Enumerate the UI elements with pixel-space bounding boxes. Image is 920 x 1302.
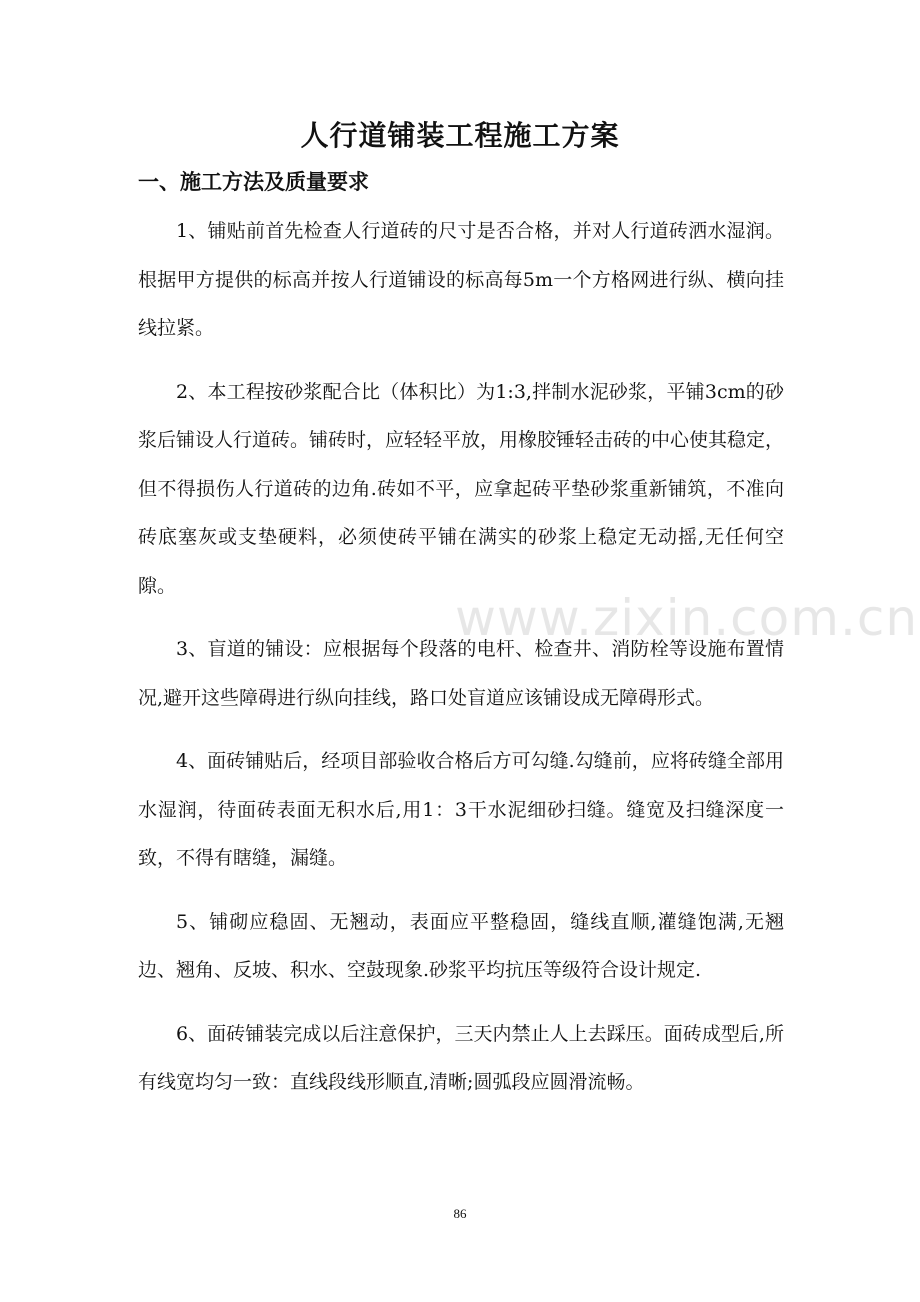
paragraph-3: 3、盲道的铺设：应根据每个段落的电杆、检查井、消防栓等设施布置情况,避开这些障碍进行纵向挂线，路口处盲道应该铺设成无障碍形式。 <box>138 638 784 709</box>
paragraph-2: 2、本工程按砂浆配合比（体积比）为1:3,拌制水泥砂浆，平铺3cm的砂浆后铺设人行道砖。铺砖时，应轻轻平放，用橡胶锤轻击砖的中心使其稳定，但不得损伤人行道砖的边角.砖如不平，应拿起砖平垫砂浆重新铺筑，不准向砖底塞灰或支垫硬料，必须使砖平铺在满实的砂浆上稳定无动摇,无任何空隙。 <box>138 380 785 597</box>
watermark: www.zixin.com.cn <box>455 589 919 647</box>
paragraph-5: 5、铺砌应稳固、无翘动，表面应平整稳固，缝线直顺,灌缝饱满,无翘边、翘角、反坡、积水、空鼓现象.砂浆平均抗压等级符合设计规定. <box>138 910 784 981</box>
section-heading: 一、施工方法及质量要求 <box>138 170 369 194</box>
paragraph-1: 1、铺贴前首先检查人行道砖的尺寸是否合格，并对人行道砖洒水湿润。根据甲方提供的标高并按人行道铺设的标高每5m一个方格网进行纵、横向挂线拉紧。 <box>138 220 784 339</box>
body-text <box>138 207 919 1122</box>
paragraph-6: 6、面砖铺装完成以后注意保护，三天内禁止人上去踩压。面砖成型后,所有线宽均匀一致：直线段线形顺直,清晰;圆弧段应圆滑流畅。 <box>138 1022 784 1093</box>
paragraph-4: 4、面砖铺贴后，经项目部验收合格后方可勾缝.勾缝前，应将砖缝全部用水湿润，待面砖表面无积水后,用1：3干水泥细砂扫缝。缝宽及扫缝深度一致，不得有瞎缝，漏缝。 <box>138 750 784 869</box>
document-title: 人行道铺装工程施工方案 <box>300 119 620 152</box>
page-number: 86 <box>453 1206 467 1221</box>
